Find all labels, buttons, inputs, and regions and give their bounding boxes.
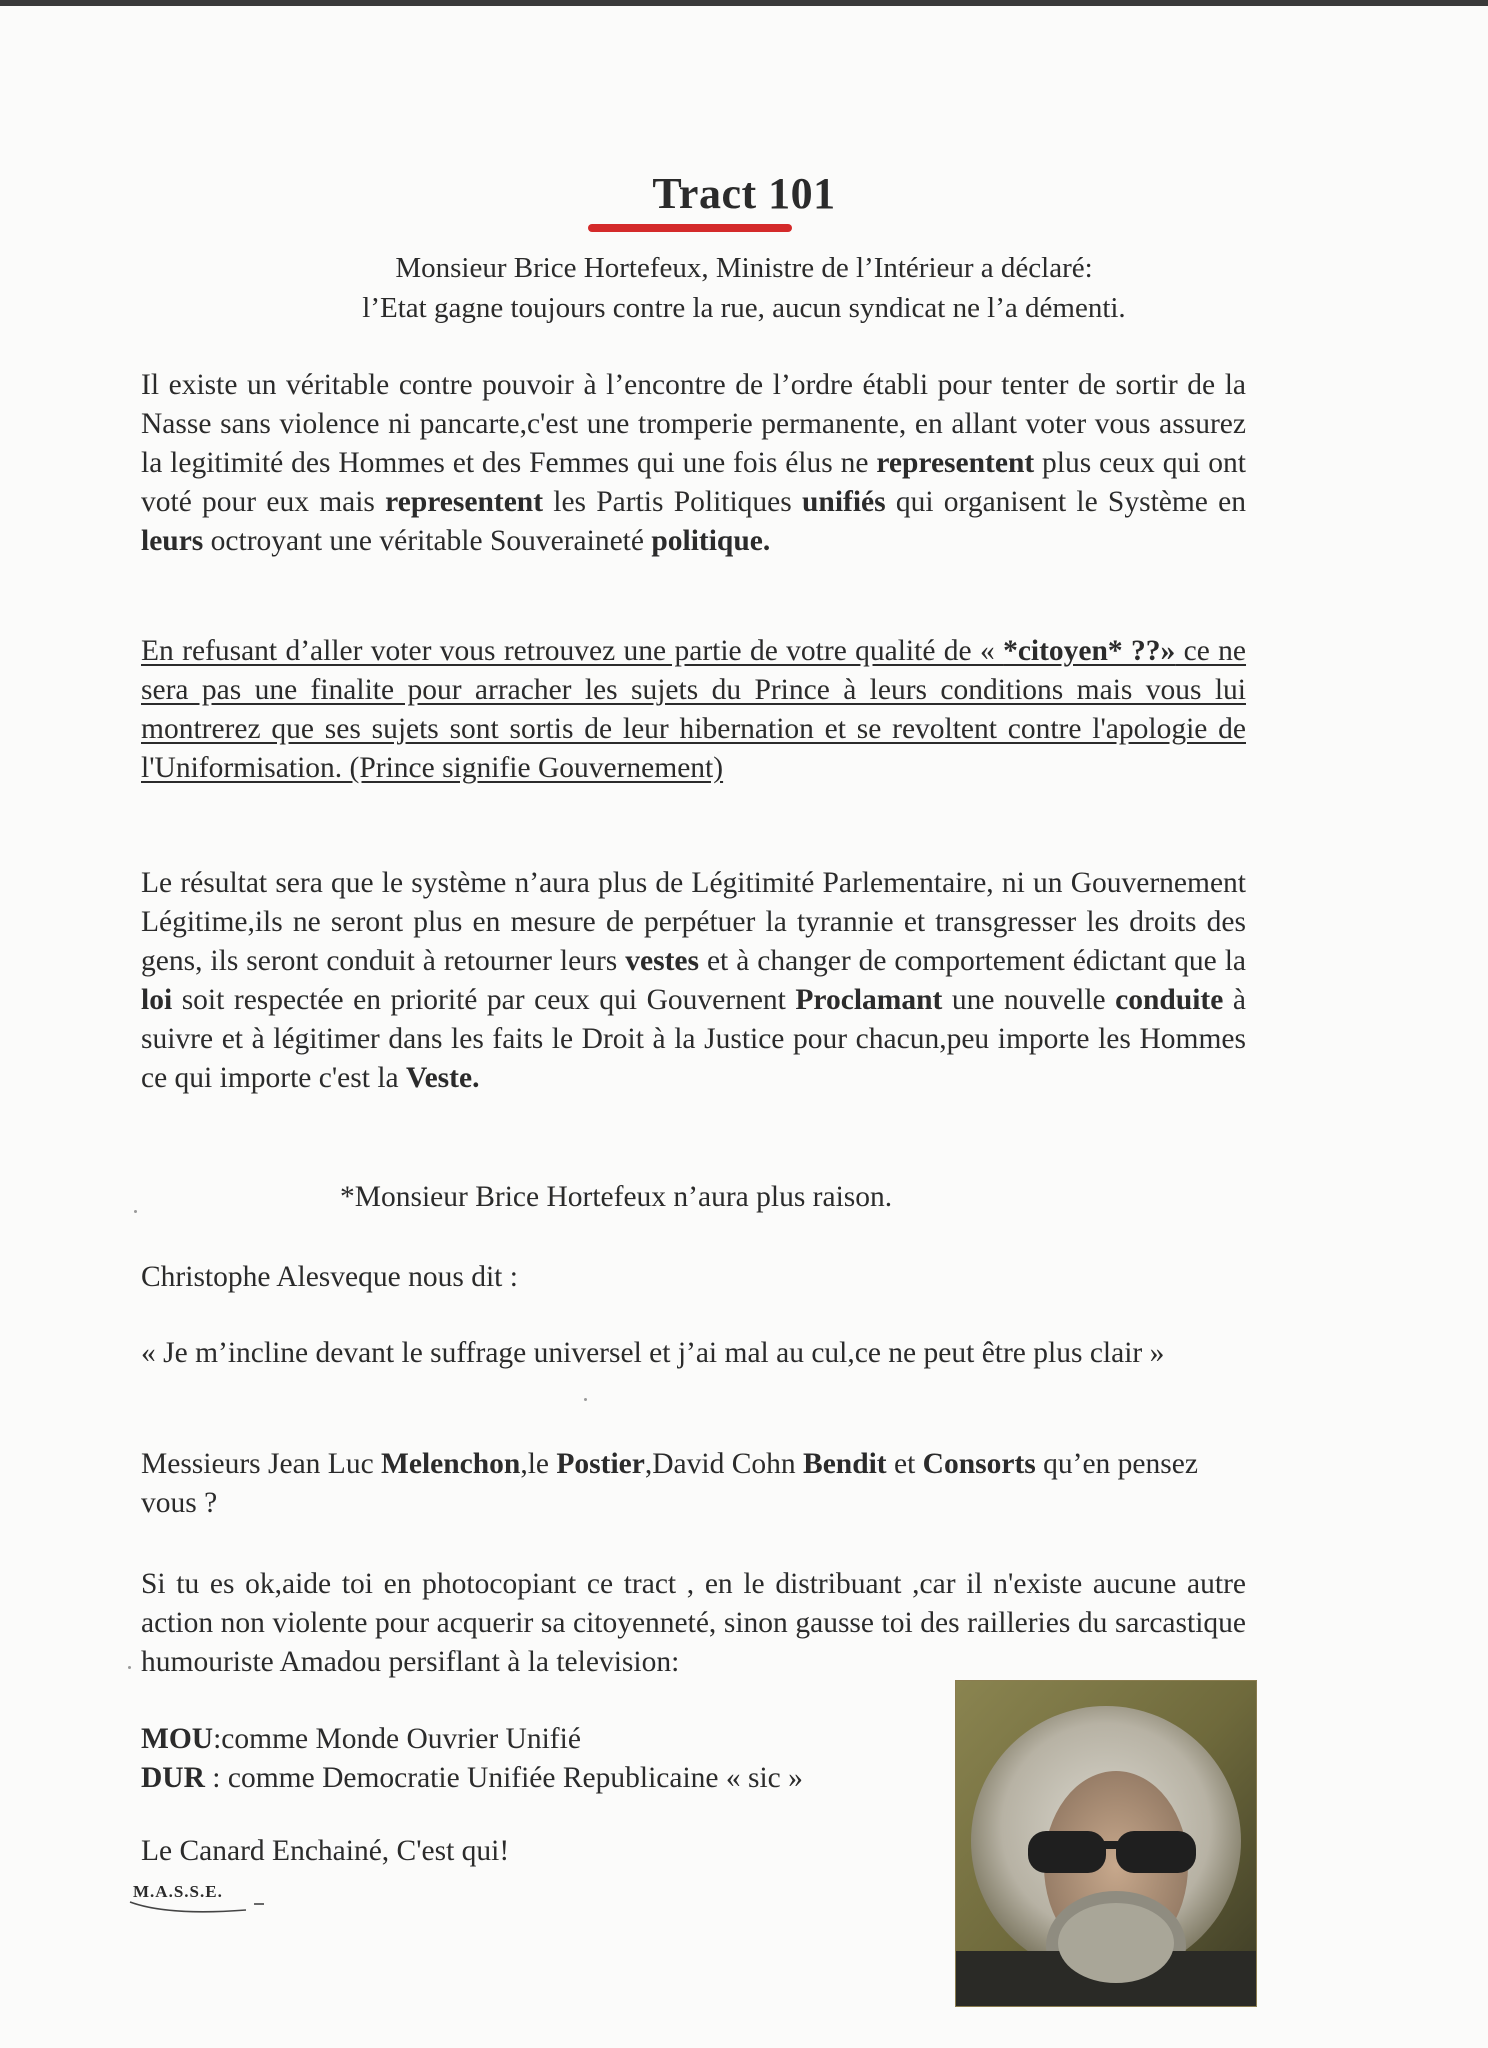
intro-line-1: Monsieur Brice Hortefeux, Ministre de l’Intérieur a déclaré: — [395, 252, 1093, 284]
mou-meaning: :comme Monde Ouvrier Unifié — [213, 1723, 581, 1755]
p1-bold: representent — [876, 447, 1035, 479]
p3-bold: conduite — [1115, 984, 1224, 1016]
signature-flourish — [128, 1896, 268, 1918]
p2-text: ce ne sera pas une finalite pour arracher les sujets du Prince à leurs conditions mais vous lui montrerez que ses sujets sont sortis de leur hibernation et se revoltent contre l'apologie de l'Uniformisation. (Prince signifie Gouvernement) — [141, 635, 1247, 784]
paragraph-1 — [141, 366, 1246, 561]
paper-speck — [134, 1210, 137, 1213]
p3-bold: vestes — [625, 945, 699, 977]
canard-line: Le Canard Enchainé, C'est qui! — [141, 1835, 510, 1867]
p7-bold: Bendit — [803, 1448, 887, 1480]
p3-text: une nouvelle — [942, 984, 1116, 1016]
p3-text: Le résultat sera que le système n’aura plus de Légitimité Parlementaire, ni un Gouvernement Légitime,ils ne seront plus en mesure de perpétuer la tyrannie et transgresser les droits des gens, ils seront conduit à retourner leurs — [141, 867, 1246, 977]
p2-bold: *citoyen* ??» — [1003, 635, 1176, 667]
p1-text: plus ceux qui ont voté pour eux mais — [141, 447, 1246, 518]
p7-bold: Melenchon — [381, 1448, 521, 1480]
p7-bold: Postier — [556, 1448, 645, 1480]
hortefeux-note: *Monsieur Brice Hortefeux n’aura plus raison. — [340, 1181, 893, 1213]
p3-bold: Proclamant — [795, 984, 943, 1016]
p3-text: et à changer de comportement édictant que la — [698, 945, 1246, 977]
paragraph-2-underlined — [141, 632, 1246, 788]
p1-bold: unifiés — [802, 486, 886, 518]
p1-bold: representent — [385, 486, 544, 518]
p1-text: Il existe un véritable contre pouvoir à l’encontre de l’ordre établi pour tenter de sortir de la Nasse sans violence ni pancarte,c'est une tromperie permanente, en allant voter vous assurez la legitimité des Hommes et des Femmes qui une fois élus ne — [141, 369, 1246, 479]
page-top-edge — [0, 0, 1488, 6]
alesveque-quote: « Je m’incline devant le suffrage universel et j’ai mal au cul,ce ne peut être plus clair » — [141, 1337, 1165, 1369]
mou-line — [141, 1720, 921, 1759]
p3-text: à suivre et à légitimer dans les faits le Droit à la Justice pour chacun,peu importe les Hommes ce qui importe c'est la — [141, 984, 1246, 1094]
paper-speck — [584, 1398, 587, 1401]
mou-acronym: MOU — [141, 1723, 214, 1755]
p3-bold: loi — [141, 984, 173, 1016]
p1-text: les Partis Politiques — [543, 486, 802, 518]
p7-bold: Consorts — [922, 1448, 1036, 1480]
dur-meaning: : comme Democratie Unifiée Republicaine « sic » — [204, 1762, 803, 1794]
paper-speck — [128, 1666, 131, 1669]
p7-text: ,David Cohn — [644, 1448, 804, 1480]
p3-text: soit respectée en priorité par ceux qui Gouvernent — [172, 984, 796, 1016]
dur-acronym: DUR — [141, 1762, 205, 1794]
alesveque-intro: Christophe Alesveque nous dit : — [141, 1261, 518, 1293]
p2-text: En refusant d’aller voter vous retrouvez une partie de votre qualité de « — [141, 635, 1004, 667]
p3-bold: Veste. — [405, 1062, 480, 1094]
p7-text: ,le — [520, 1448, 557, 1480]
title-red-underline — [588, 224, 792, 232]
p1-bold: politique. — [651, 525, 771, 557]
p1-text: octroyant une véritable Souveraineté — [203, 525, 652, 557]
dur-line — [141, 1759, 921, 1798]
p1-bold: leurs — [141, 525, 204, 557]
portrait-image — [956, 1681, 1256, 2006]
intro-quote — [200, 248, 1288, 328]
paragraph-photocopy: Si tu es ok,aide toi en photocopiant ce tract , en le distribuant ,car il n'existe aucune autre action non violente pour acquerir sa citoyenneté, sinon gausse toi des railleries du sarcastique humouriste Amadou persiflant à la television: — [141, 1568, 1246, 1678]
portrait-photo — [955, 1680, 1257, 2007]
intro-line-2: l’Etat gagne toujours contre la rue, aucun syndicat ne l’a démenti. — [362, 292, 1126, 324]
p7-text: et — [886, 1448, 923, 1480]
p7-text: Messieurs Jean Luc — [141, 1448, 382, 1480]
paragraph-3 — [141, 864, 1246, 1098]
page-title: Tract 101 — [652, 169, 836, 218]
paragraph-politicians — [141, 1445, 1246, 1523]
p7-text: qu’en pensez vous ? — [141, 1448, 1198, 1519]
signature: M.A.S.S.E. — [133, 1882, 223, 1901]
p1-text: qui organisent le Système en — [885, 486, 1246, 518]
